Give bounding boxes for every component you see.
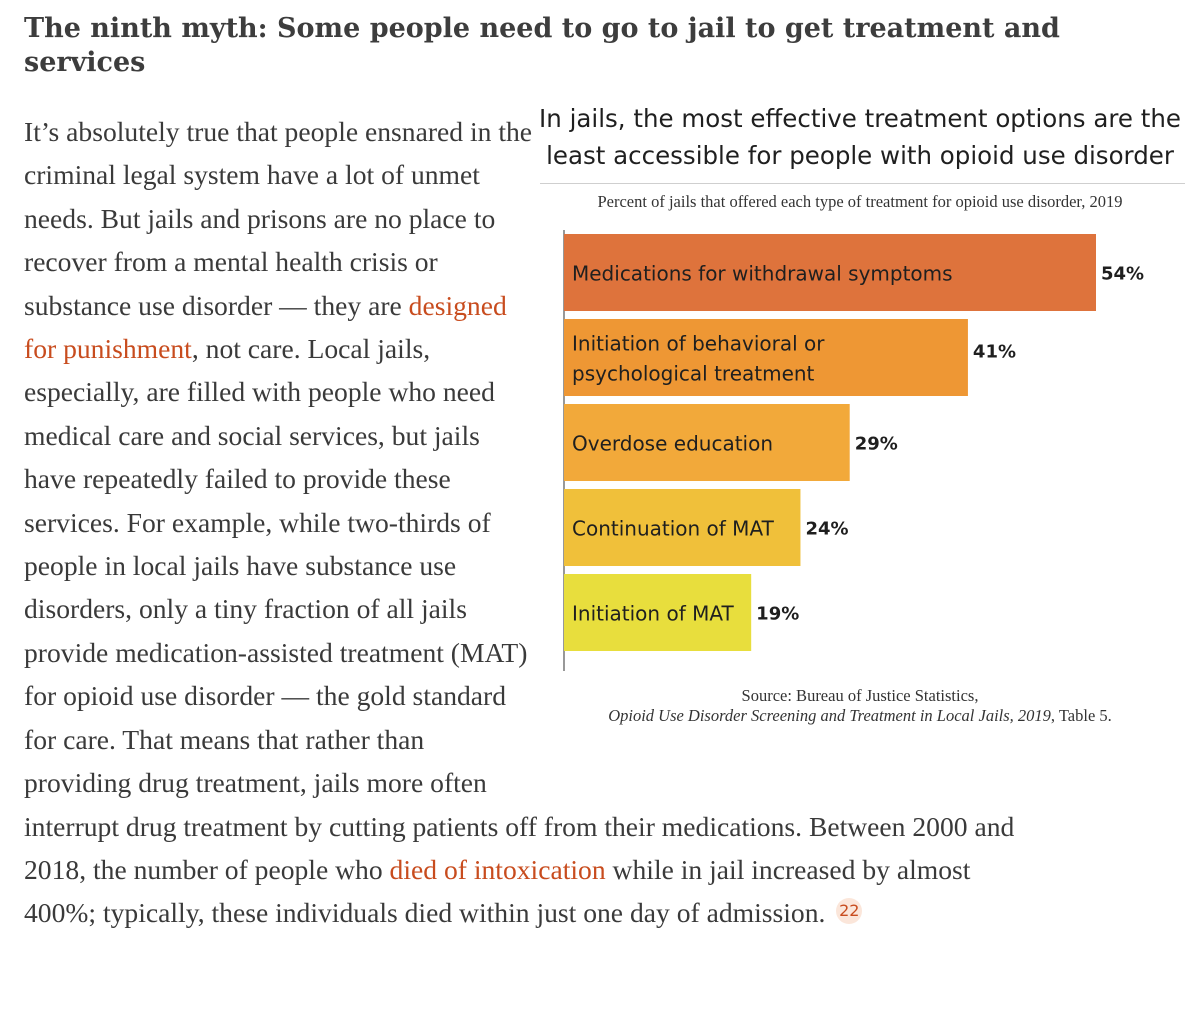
paragraph-text-2: , not care. Local jails, especially, are filled with people who need medical care and social services, but jails have repeatedly failed to provide these services. For example, while two-thirds of people in local jails have substance use disorders, only a tiny fraction of all jails provide medication-assisted treatment (MAT) for opioid use disorder — the gold standard for care. That means that rather than providing drug treatment, jails more often interrupt drug treatment by cutting patients off from their medications. Between 2000 and 2018, the number of people who [24, 333, 1015, 885]
chart-category-label: Overdose education [572, 431, 774, 456]
chart-value-label: 41% [972, 341, 1017, 363]
chart-value-label: 54% [1101, 263, 1145, 285]
died-of-intoxication-link[interactable]: died of intoxication [389, 853, 606, 885]
section-heading: The ninth myth: Some people need to go to jail to get treatment and services [24, 13, 1060, 78]
chart-plot [530, 96, 1190, 746]
paragraph-text-1: It’s absolutely true that people ensnared in the criminal legal system have a lot of unmet needs. But jails and prisons are no place to recover from a mental health crisis or substance use disorder — they are [24, 116, 533, 321]
source-suffix: , Table 5. [1050, 706, 1112, 725]
chart-subtitle: Percent of jails that offered each type of treatment for opioid use disorder, 2019 [597, 192, 1123, 211]
designed-for-punishment-link[interactable]: designed for punishment [24, 289, 507, 365]
chart-title-line-1: In jails, the most effective treatment options are the [539, 104, 1181, 133]
chart-category-label: Initiation of MAT [572, 601, 734, 626]
source-publication-title: Opioid Use Disorder Screening and Treatment in Local Jails, 2019 [608, 706, 1051, 725]
chart-category-label: Continuation of MAT [572, 516, 774, 541]
source-line-1: Source: Bureau of Justice Statistics, [741, 686, 979, 705]
chart-title-line-2: least accessible for people with opioid use disorder [546, 141, 1174, 170]
chart-source [530, 686, 1190, 726]
chart-value-label: 24% [805, 518, 849, 540]
footnote-marker[interactable]: 22 [836, 898, 862, 924]
paragraph-text-3: while in jail increased by almost 400%; typically, these individuals died within just one day of admission. [24, 853, 971, 929]
chart-category-label: Initiation of behavioral or psychological treatment [572, 331, 825, 386]
treatment-bar-chart [530, 96, 1190, 746]
chart-value-label: 29% [854, 433, 898, 455]
chart-category-label: Medications for withdrawal symptoms [572, 261, 953, 286]
chart-value-label: 19% [756, 603, 800, 625]
